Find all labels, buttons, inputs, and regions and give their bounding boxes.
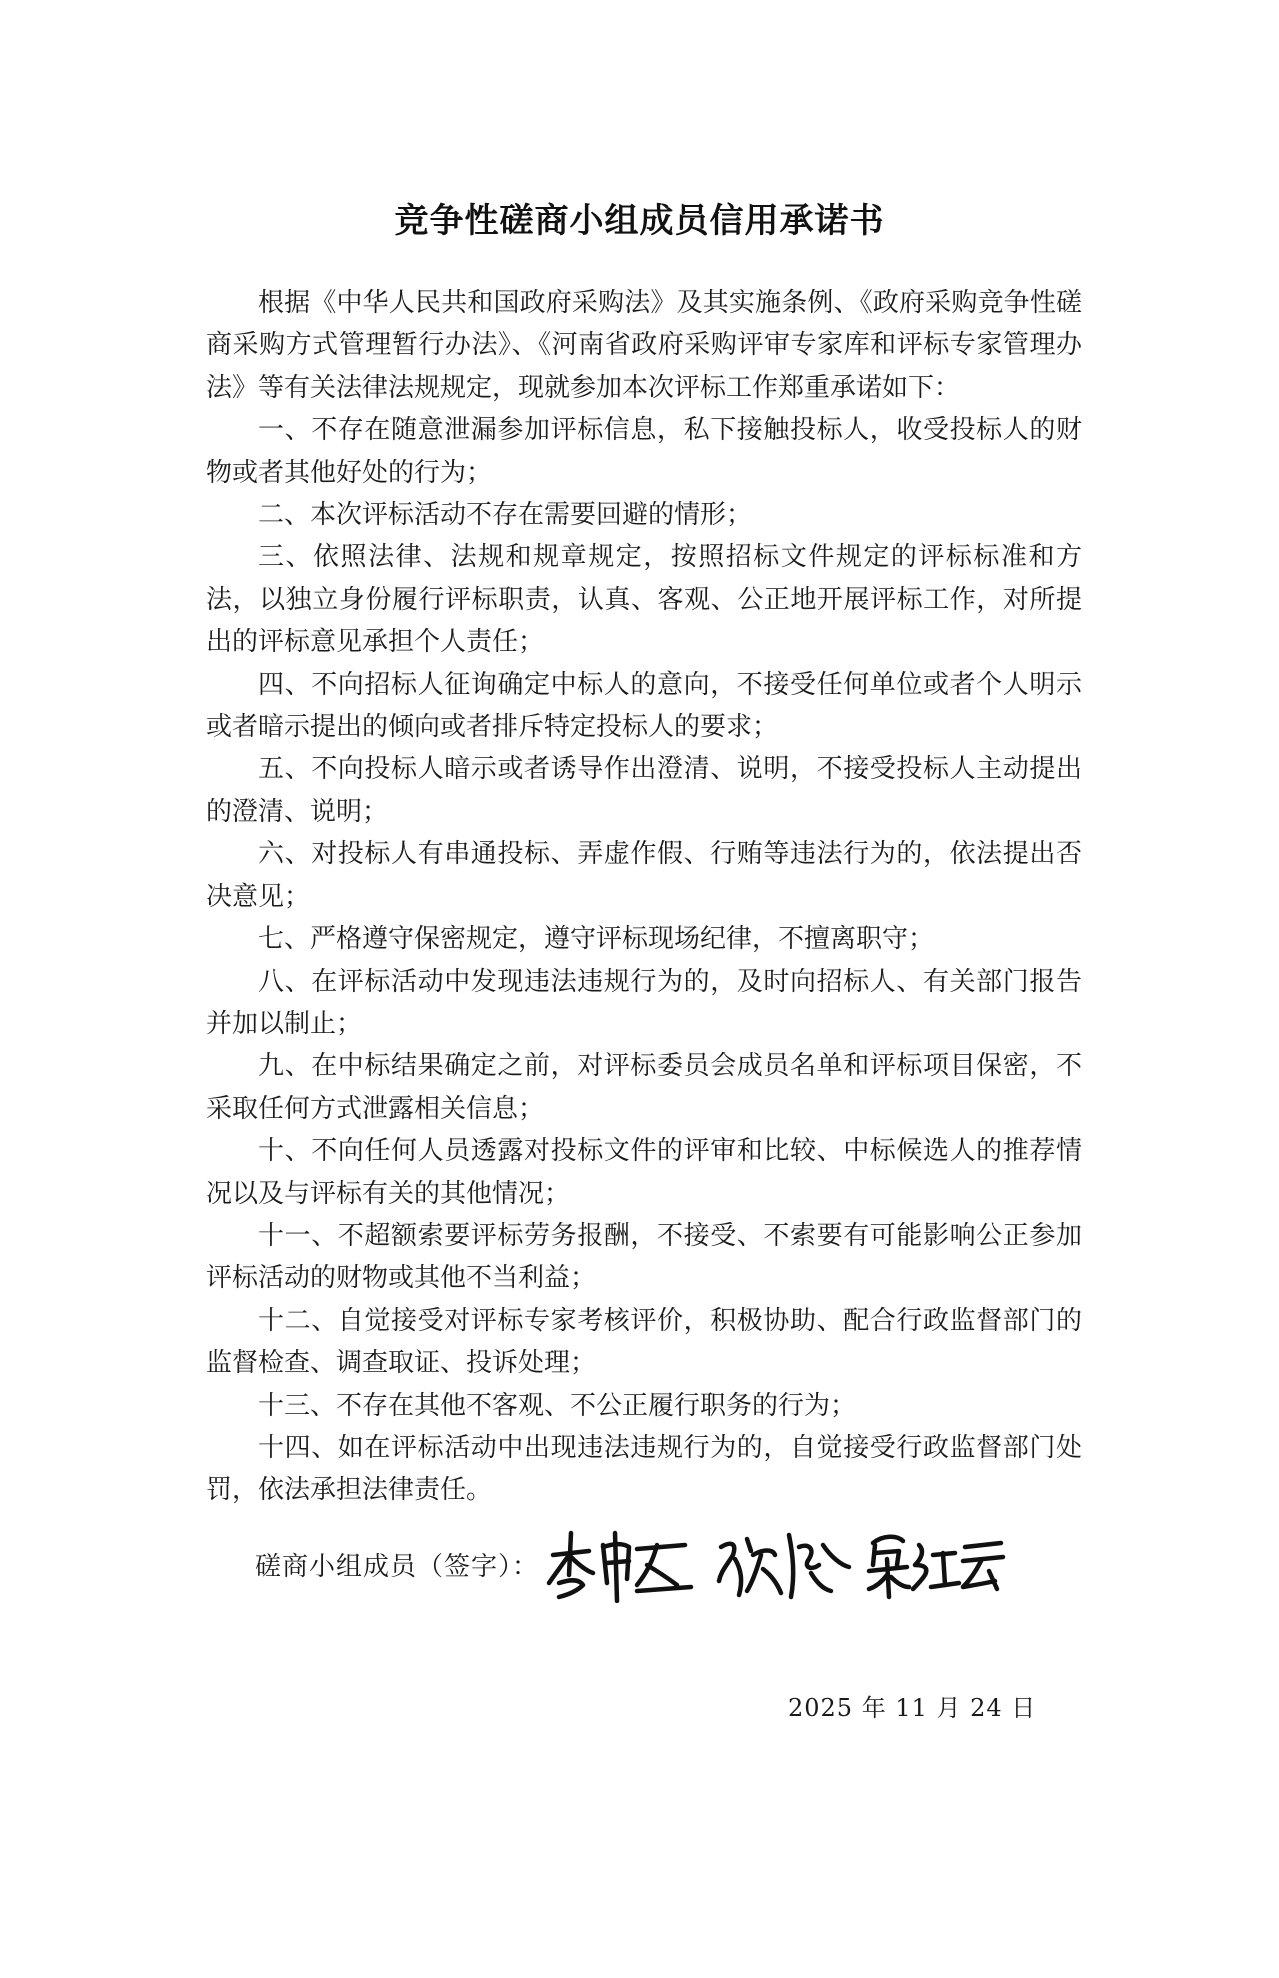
commitment-item-2: 二、本次评标活动不存在需要回避的情形； (258, 500, 753, 531)
intro-paragraph: 根据《中华人民共和国政府采购法》及其实施条例、《政府采购竞争性磋商采购方式管理暂行办法》、《河南省政府采购评审专家库和评标专家管理办法》等有关法律法规规定，现就参加本次评标工作郑重承诺如下： (206, 288, 1082, 403)
handwritten-signature-1 (545, 1525, 695, 1603)
handwritten-signature-3 (863, 1525, 1013, 1603)
commitment-item-11: 十一、不超额索要评标劳务报酬，不接受、不索要有可能影响公正参加评标活动的财物或其他不当利益； (206, 1220, 1082, 1294)
signature-label: 磋商小组成员（签字）： (255, 1551, 540, 1582)
commitment-item-12: 十二、自觉接受对评标专家考核评价，积极协助、配合行政监督部门的监督检查、调查取证、投诉处理； (206, 1305, 1082, 1379)
commitment-item-9: 九、在中标结果确定之前，对评标委员会成员名单和评标项目保密，不采取任何方式泄露相关信息； (206, 1051, 1082, 1124)
commitment-item-8: 八、在评标活动中发现违法违规行为的，及时向招标人、有关部门报告并加以制止； (206, 966, 1082, 1039)
commitment-item-13: 十三、不存在其他不客观、不公正履行职务的行为； (258, 1390, 857, 1421)
document-body (206, 282, 1082, 1512)
signature-row (255, 1524, 1013, 1604)
signing-date: 2025 年 11 月 24 日 (788, 1694, 1037, 1722)
commitment-item-14: 十四、如在评标活动中出现违法违规行为的，自觉接受行政监督部门处罚，依法承担法律责任。 (206, 1432, 1082, 1506)
commitment-item-6: 六、对投标人有串通投标、弄虚作假、行贿等违法行为的，依法提出否决意见； (206, 839, 1082, 912)
signatures (545, 1525, 1013, 1603)
commitment-item-10: 十、不向任何人员透露对投标文件的评审和比较、中标候选人的推荐情况以及与评标有关的其他情况； (206, 1136, 1082, 1209)
commitment-item-5: 五、不向投标人暗示或者诱导作出澄清、说明，不接受投标人主动提出的澄清、说明； (206, 754, 1082, 827)
commitment-item-4: 四、不向招标人征询确定中标人的意向，不接受任何单位或者个人明示或者暗示提出的倾向或者排斥特定投标人的要求； (206, 669, 1082, 743)
commitment-item-1: 一、不存在随意泄漏参加评标信息，私下接触投标人，收受投标人的财物或者其他好处的行为； (206, 415, 1082, 488)
commitment-item-3: 三、依照法律、法规和规章规定，按照招标文件规定的评标标准和方法，以独立身份履行评标职责，认真、客观、公正地开展评标工作，对所提出的评标意见承担个人责任； (206, 542, 1082, 658)
commitment-item-7: 七、严格遵守保密规定，遵守评标现场纪律，不擅离职守； (258, 924, 935, 955)
document-title: 竞争性磋商小组成员信用承诺书 (394, 201, 885, 241)
handwritten-signature-2 (713, 1525, 853, 1603)
